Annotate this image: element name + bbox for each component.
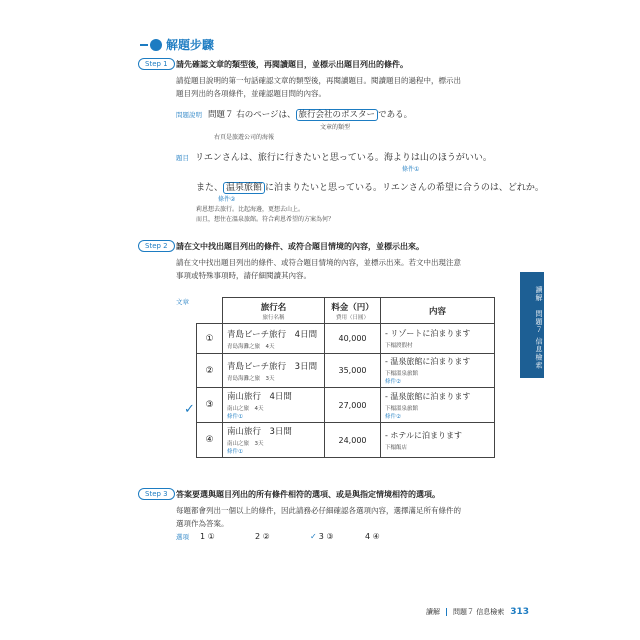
table-row [197, 324, 495, 354]
intro-line [176, 108, 412, 120]
row-content-zh: 下榻溫泉旅館 [385, 405, 419, 412]
intro-boxed: 旅行会社のポスター [296, 109, 379, 121]
row-name-zh: 青島海灘之旅 3天 [227, 375, 275, 382]
option-3-check-icon: ✓ [310, 532, 317, 541]
row-content-zh: 下榻飯店 [385, 444, 408, 451]
answer-check-icon: ✓ [184, 402, 195, 417]
header-price-sub: 費用（日圓） [335, 314, 369, 321]
row-content [381, 324, 495, 354]
intro-suffix: である。 [378, 110, 413, 120]
section-title-text: 解題步驟 [166, 38, 215, 52]
question-line1 [176, 150, 492, 163]
intro-translation: 右頁是旅遊公司的海報 [214, 134, 275, 141]
options-label: 選項 [176, 533, 189, 541]
page-number: 313 [510, 607, 530, 617]
header-name-main: 旅行名 [260, 302, 287, 313]
step1-body: 請從題目說明的第一句話確認文章的類型後，再閱讀題目。閱讀題目的過程中，標示出題目列出的各項條件，並確認題目問的內容。 [176, 76, 461, 98]
question-line2 [196, 180, 544, 193]
footer [426, 607, 529, 617]
footer-problem: 問題７ 信息檢索 [453, 608, 505, 616]
table-header-row [197, 298, 495, 324]
row-cond: 條件② [385, 413, 401, 420]
step1-badge: Step 1 [138, 58, 175, 70]
tour-table [196, 297, 495, 458]
row-content [381, 354, 495, 388]
step3-badge: Step 3 [138, 488, 175, 500]
row-name-jp: 青島ビーチ旅行 3日間 [227, 361, 318, 372]
row-name-jp: 南山旅行 4日間 [227, 392, 292, 402]
table-label: 文章 [176, 298, 189, 306]
step1-heading: 請先確認文章的類型後，再閱讀題目，並標示出題目列出的條件。 [176, 60, 408, 69]
step2-badge: Step 2 [138, 240, 175, 252]
row-cond1: 條件① [227, 414, 243, 420]
option-3-text: 3 ③ [318, 532, 334, 541]
row-name-zh: 南山之旅 3天 [227, 441, 264, 447]
row-num: ④ [197, 423, 223, 458]
header-blank [197, 298, 223, 324]
table-row [197, 354, 495, 388]
title-bullet-icon [150, 39, 162, 51]
row-content [381, 388, 495, 423]
row-price: 35,000 [325, 354, 381, 388]
row-name-zh: 青島海灘之旅 4天 [227, 343, 275, 350]
row-content-zh: 下榻渡假村 [385, 343, 413, 349]
row-num: ③ [197, 388, 223, 423]
intro-type-note: 文章的類型 [320, 124, 351, 131]
header-name [223, 298, 325, 324]
title-dash [140, 44, 148, 46]
row-name [223, 324, 325, 354]
option-2: 2 ② [255, 532, 270, 541]
q-line2-b: に泊まりたいと思っている。リエンさんの希望に合うのは、どれか。 [265, 183, 544, 193]
step2-heading: 請在文中找出題目列出的條件、或符合題目情境的內容，並標示出來。 [176, 242, 424, 251]
row-name [223, 423, 325, 458]
question-tag: 題目 [176, 154, 189, 162]
row-name-jp: 南山旅行 3日間 [227, 427, 292, 437]
q-trans2: 而且，想住在溫泉旅館。符合莉恩希望的方案為何？ [196, 216, 335, 223]
option-1: 1 ① [200, 532, 215, 541]
row-content-jp: - リゾートに泊まります [385, 329, 471, 338]
row-content-jp: - 温泉旅館に泊まります [385, 357, 471, 366]
row-price: 24,000 [325, 423, 381, 458]
header-name-sub: 旅行名稱 [262, 314, 285, 321]
q-cond1: 條件① [402, 166, 420, 173]
row-name [223, 388, 325, 423]
row-num: ① [197, 324, 223, 354]
q-trans1: 莉恩想去旅行。比起海邊，更想去山上。 [196, 206, 305, 213]
footer-divider [446, 608, 447, 616]
option-4: 4 ④ [365, 532, 380, 541]
q-line2-a: また、 [196, 183, 224, 193]
row-content-jp: - ホテルに泊まります [385, 430, 463, 440]
intro-tag: 問題說明 [176, 111, 202, 119]
q-line2-boxed: 温泉旅館 [223, 182, 265, 194]
table-row [197, 423, 495, 458]
header-content [381, 298, 495, 324]
step3-body: 每題都會列出一個以上的條件，因此請務必仔細確認各選項內容，選擇滿足所有條件的選項作為答案。 [176, 506, 461, 528]
side-tab: 讀解 問題７ 信息檢索 [520, 272, 544, 378]
row-content-zh: 下榻溫泉旅館 [385, 371, 419, 377]
q-cond2: 條件② [218, 196, 236, 203]
header-price [325, 298, 381, 324]
row-content-jp: - 温泉旅館に泊まります [385, 391, 471, 401]
q-line1-text: リエンさんは、旅行に行きたいと思っている。海よりは山のほうがいい。 [195, 153, 492, 163]
answer-options [176, 532, 420, 541]
row-price: 40,000 [325, 324, 381, 354]
header-content-main: 内容 [428, 306, 446, 317]
row-cond: 條件② [385, 379, 401, 385]
row-name-jp: 青島ビーチ旅行 4日間 [227, 329, 318, 340]
footer-section: 讀解 [426, 608, 440, 616]
row-price: 27,000 [325, 388, 381, 423]
header-price-main: 料金（円） [331, 302, 374, 313]
step3-heading: 答案要選與題目列出的所有條件相符的選項、或是與指定情境相符的選項。 [176, 490, 440, 499]
row-name-zh: 南山之旅 4天 [227, 406, 264, 412]
row-name [223, 354, 325, 388]
row-content [381, 423, 495, 458]
section-title [140, 36, 214, 53]
intro-prefix: 問題７ 右のページは、 [208, 110, 296, 120]
row-num: ② [197, 354, 223, 388]
step2-body: 請在文中找出題目列出的條件、或符合題目情境的內容，並標示出來。若文中出現注意事項或特殊事項時，請仔細閱讀其內容。 [176, 258, 461, 280]
option-3 [310, 532, 365, 541]
row-cond1: 條件① [227, 449, 243, 455]
table-row [197, 388, 495, 423]
